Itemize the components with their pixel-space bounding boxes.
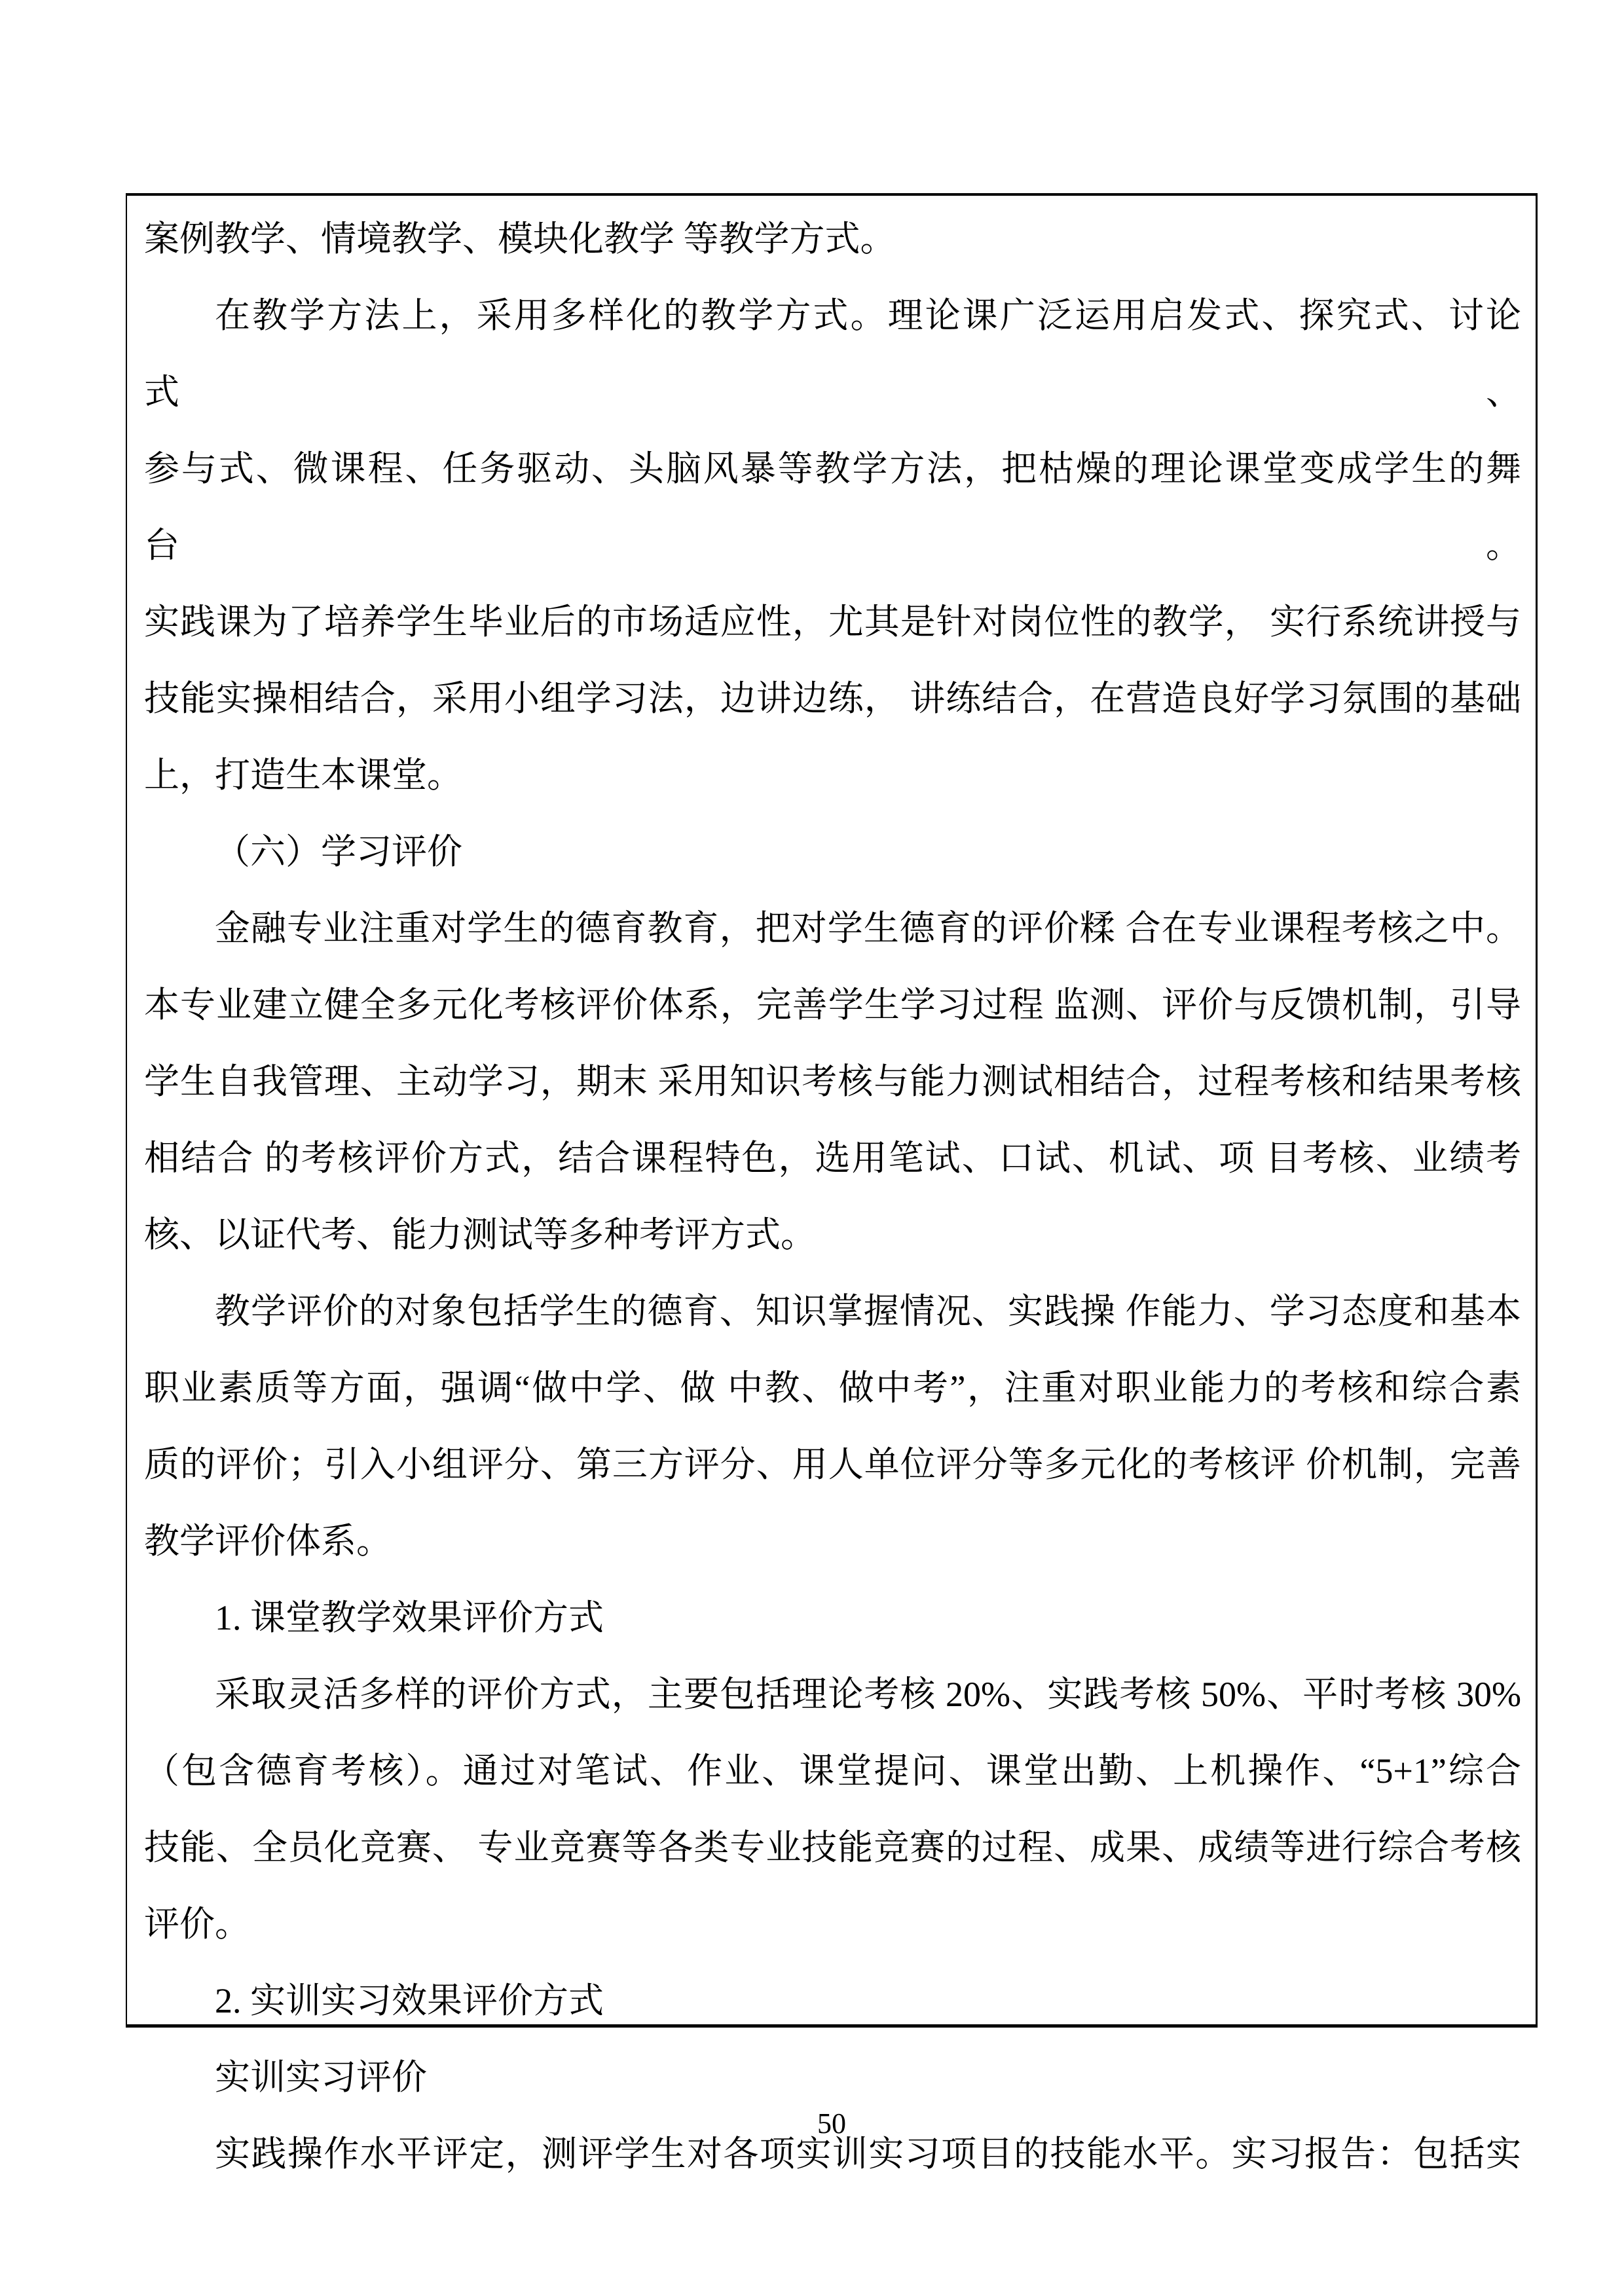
text-line: 实训实习评价 <box>215 2058 427 2097</box>
text-line: 技能、全员化竞赛、 专业竞赛等各类专业技能竞赛的过程、成果、成绩等进行综合考核 <box>144 1828 1521 1867</box>
text-line: 金融专业注重对学生的德育教育，把对学生德育的评价糅 合在专业课程考核之中。 <box>215 909 1521 948</box>
text-line: 1. 课堂教学效果评价方式 <box>215 1598 604 1637</box>
text-line: 2. 实训实习效果评价方式 <box>215 1981 604 2020</box>
text-line: 核、以证代考、能力测试等多种考评方式。 <box>144 1215 816 1254</box>
table-cell-border <box>126 193 1538 2174</box>
text-line: 上，打造生本课堂。 <box>144 756 462 795</box>
text-line: 教学评价体系。 <box>144 1522 392 1561</box>
text-line: 技能实操相结合，采用小组学习法，边讲边练， 讲练结合，在营造良好学习氛围的基础 <box>144 679 1521 718</box>
text-line: （六）学习评价 <box>215 832 462 871</box>
text-line: 教学评价的对象包括学生的德育、知识掌握情况、实践操 作能力、学习态度和基本 <box>215 1292 1521 1331</box>
text-line: 采取灵活多样的评价方式，主要包括理论考核 20%、实践考核 50%、平时考核 30% <box>215 1675 1521 1714</box>
table-cell <box>127 196 1536 2174</box>
text-line: 参与式、微课程、任务驱动、头脑风暴等教学方法，把枯燥的理论课堂变成学生的舞台。 <box>144 449 1521 565</box>
text-line: 在教学方法上，采用多样化的教学方式。理论课广泛运用启发式、探究式、讨论式、 <box>144 296 1521 412</box>
text-line: 质的评价；引入小组评分、第三方评分、用人单位评分等多元化的考核评 价机制，完善 <box>144 1445 1521 1484</box>
text-line: 本专业建立健全多元化考核评价体系，完善学生学习过程 监测、评价与反馈机制，引导 <box>144 985 1521 1025</box>
text-line: 相结合 的考核评价方式，结合课程特色，选用笔试、口试、机试、项 目考核、业绩考 <box>144 1139 1521 1178</box>
text-line: 职业素质等方面，强调“做中学、做 中教、做中考”，注重对职业能力的考核和综合素 <box>144 1368 1521 1408</box>
text-line: 实践操作水平评定，测评学生对各项实训实习项目的技能水平。实习报告：包括实 <box>215 2134 1521 2174</box>
text-line: 评价。 <box>144 1904 250 1944</box>
text-line: 案例教学、情境教学、模块化教学 等教学方式。 <box>144 219 896 259</box>
text-line: 学生自我管理、主动学习，期末 采用知识考核与能力测试相结合，过程考核和结果考核 <box>144 1062 1521 1101</box>
page-number: 50 <box>817 2107 846 2140</box>
text-line: 实践课为了培养学生毕业后的市场适应性，尤其是针对岗位性的教学， 实行系统讲授与 <box>144 602 1521 642</box>
text-line: （包含德育考核）。通过对笔试、作业、课堂提问、课堂出勤、上机操作、“5+1”综合 <box>144 1751 1521 1791</box>
